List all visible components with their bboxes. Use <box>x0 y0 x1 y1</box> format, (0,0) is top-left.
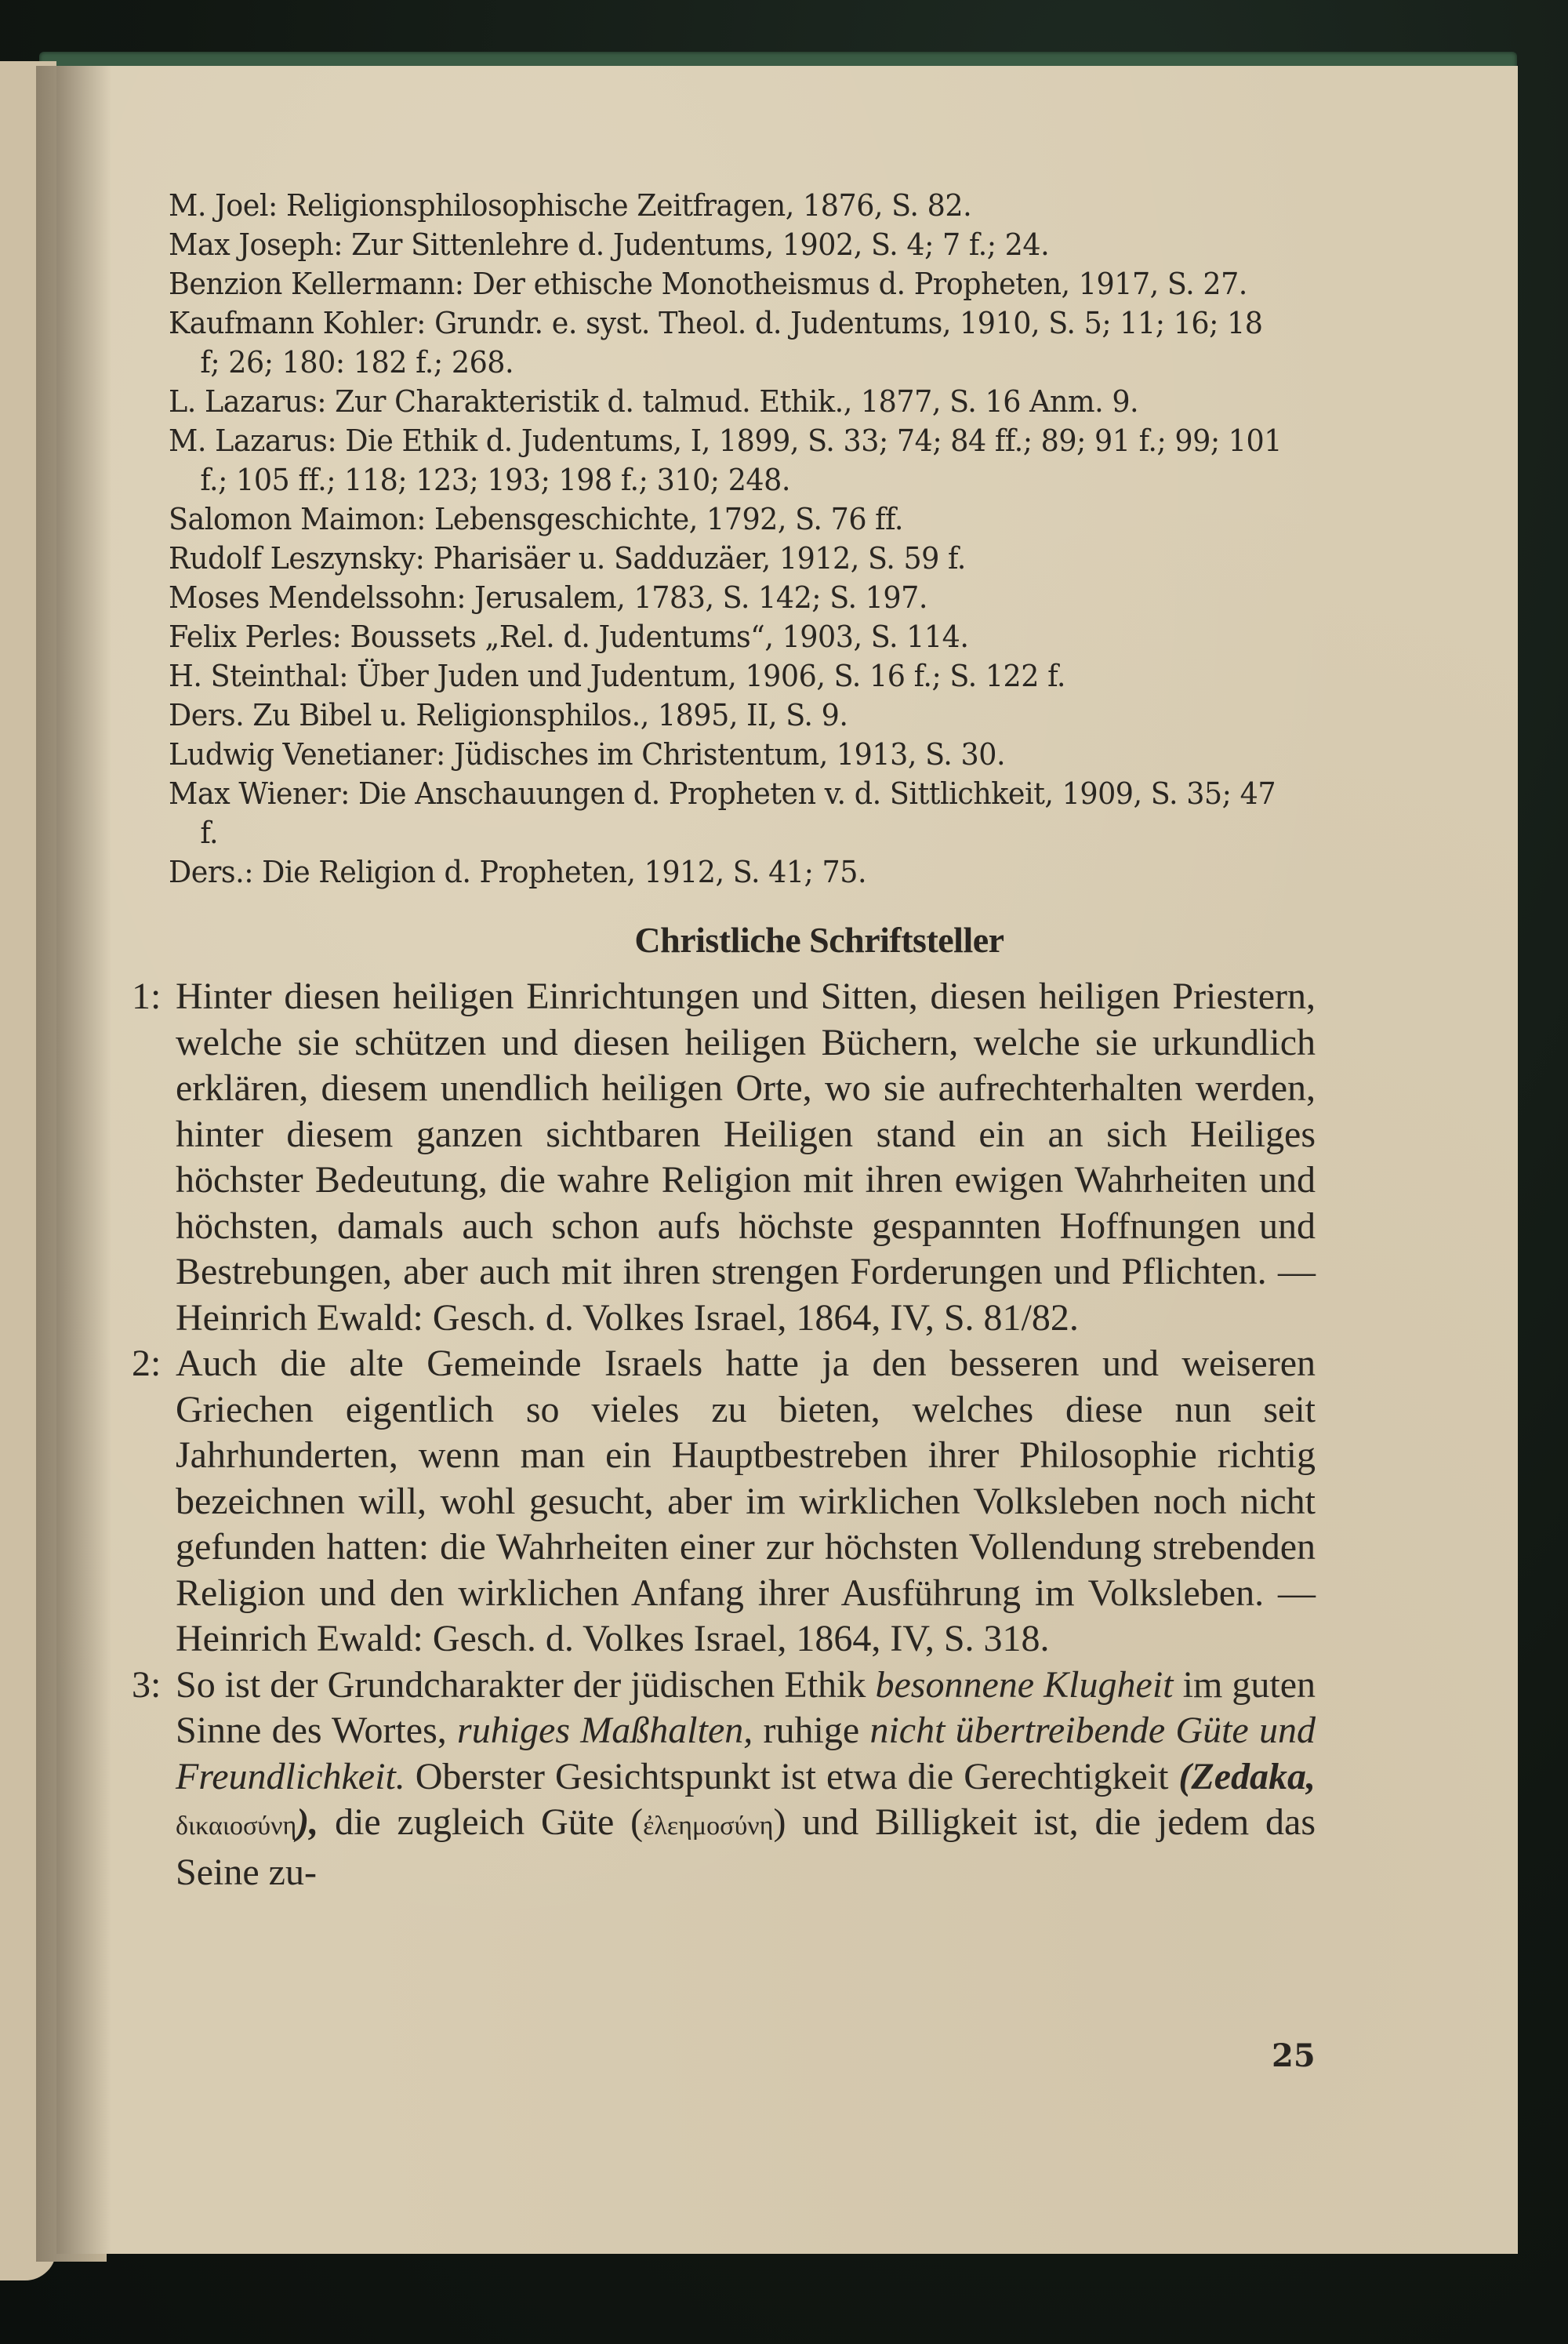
section-heading: Christliche Schriftsteller <box>634 920 1004 960</box>
bibliography-entry: Salomon Maimon: Lebensgeschichte, 1792, S. 76 ff. <box>169 502 904 536</box>
quotation-item <box>132 1663 1316 1896</box>
quotation-item <box>132 974 1316 1341</box>
text-segment: ) und Billigkeit ist, die jedem das Seine zu- <box>176 1801 1316 1893</box>
bibliography-list <box>169 186 1283 892</box>
italic-segment: ruhiges Maßhalten, <box>457 1710 753 1751</box>
bibliography-entry: L. Lazarus: Zur Charakteristik d. talmud. Ethik., 1877, S. 16 Anm. 9. <box>169 384 1139 419</box>
text-segment: Oberster Gesichtspunkt ist etwa die Gerechtigkeit <box>405 1755 1179 1797</box>
italic-segment: (Zedaka, <box>1178 1755 1316 1797</box>
text-segment: die zugleich Güte ( <box>318 1801 644 1843</box>
bibliography-entry: Felix Perles: Boussets „Rel. d. Judentums“, 1903, S. 114. <box>169 620 969 654</box>
page-number: 25 <box>1272 2037 1316 2074</box>
bibliography-entry: Ludwig Venetianer: Jüdisches im Christentum, 1913, S. 30. <box>169 737 1006 772</box>
greek-term: δικαιοσύνη <box>176 1812 297 1841</box>
quotation-text <box>176 1664 1316 1893</box>
bibliography-entry: Max Joseph: Zur Sittenlehre d. Judentums, 1902, S. 4; 7 f.; 24. <box>169 227 1050 262</box>
bibliography-entry: Benzion Kellermann: Der ethische Monotheismus d. Propheten, 1917, S. 27. <box>169 267 1247 301</box>
bibliography-entry: M. Joel: Religionsphilosophische Zeitfragen, 1876, S. 82. <box>169 188 972 223</box>
italic-segment: nicht übertreibende Güte und Freundlichkeit. <box>176 1710 1316 1797</box>
italic-segment: ), <box>296 1801 319 1843</box>
bibliography-entry: Ders.: Die Religion d. Propheten, 1912, S. 41; 75. <box>169 855 867 889</box>
text-segment: ruhige <box>753 1710 870 1751</box>
greek-term: ἐλεημοσύνη <box>643 1812 774 1841</box>
bibliography-entry: M. Lazarus: Die Ethik d. Judentums, I, 1899, S. 33; 74; 84 ff.; 89; 91 f.; 99; 101 f.; 105 ff.; 118; 123; 193; 198 f.; 310; 248. <box>169 423 1282 497</box>
bibliography-entry: H. Steinthal: Über Juden und Judentum, 1906, S. 16 f.; S. 122 f. <box>169 659 1065 693</box>
bibliography-entry: Ders. Zu Bibel u. Religionsphilos., 1895, II, S. 9. <box>169 698 848 732</box>
quotation-number: 2: <box>132 1343 162 1384</box>
bibliography-entry: Moses Mendelssohn: Jerusalem, 1783, S. 142; S. 197. <box>169 580 927 615</box>
bibliography-entry: Rudolf Leszynsky: Pharisäer u. Sadduzäer, 1912, S. 59 f. <box>169 541 966 576</box>
text-segment: im guten Sinne des Wortes, <box>176 1663 1316 1751</box>
quotation-number: 1: <box>132 976 162 1017</box>
italic-segment: besonnene Klugheit <box>875 1663 1174 1706</box>
quotation-text: Hinter diesen heiligen Einrichtungen und Sitten, diesen heiligen Priestern, welche sie schützen und diesen heiligen Büchern, welche sie urkundlich erklären, diesem unendlich heiligen Orte, wo sie aufrechterhalten werden, hinter diesem ganzen sichtbaren Heiligen stand ein an sich Heiliges höchster Bedeutung, die wahre Religion mit ihren ewigen Wahrheiten und höchsten, damals auch schon aufs höchste gespannten Hoffnungen und Bestrebungen, aber auch mit ihren strengen Forderungen und Pflichten. — Heinrich Ewald: Gesch. d. Volkes Israel, 1864, IV, S. 81/82. <box>176 976 1316 1339</box>
text-segment: So ist der Grundcharakter der jüdischen Ethik <box>176 1663 876 1706</box>
quotation-list <box>132 974 1316 1895</box>
quotation-number: 3: <box>132 1663 162 1706</box>
bibliography-entry: Max Wiener: Die Anschauungen d. Propheten v. d. Sittlichkeit, 1909, S. 35; 47 f. <box>169 776 1276 850</box>
quotation-text: Auch die alte Gemeinde Israels hatte ja den besseren und weiseren Griechen eigentlich so vieles zu bieten, welches diese nun seit Jahrhunderten, wenn man ein Hauptbestreben ihrer Philosophie richtig bezeichnen will, wohl gesucht, aber im wirklichen Volksleben noch nicht gefunden hatten: die Wahrheiten einer zur höchsten Vollendung strebenden Religion und den wirklichen Anfang ihrer Ausführung im Volksleben. — Heinrich Ewald: Gesch. d. Volkes Israel, 1864, IV, S. 318. <box>176 1343 1316 1659</box>
quotation-item <box>132 1341 1316 1663</box>
bibliography-entry: Kaufmann Kohler: Grundr. e. syst. Theol. d. Judentums, 1910, S. 5; 11; 16; 18 f; 26; 180: 182 f.; 268. <box>169 306 1263 380</box>
